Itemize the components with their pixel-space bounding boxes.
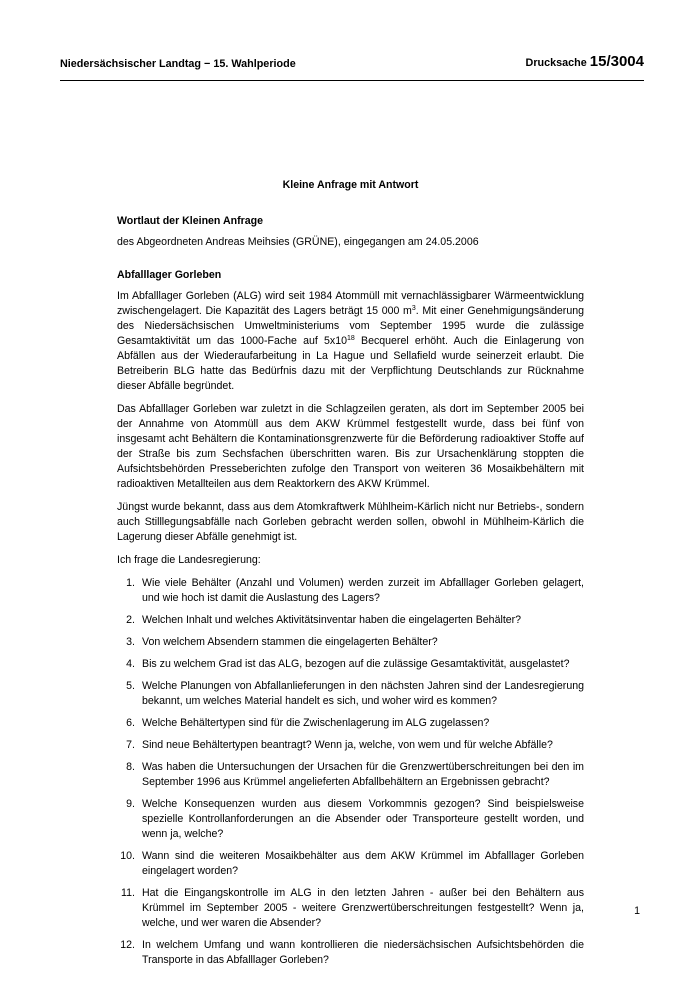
question-item: 10. Wann sind die weiteren Mosaikbehälter aus dem AKW Krümmel im Abfalllager Gorleben eingelagert worden? [120, 850, 584, 877]
header-parliament: Niedersächsischer Landtag − 15. Wahlperiode [60, 58, 296, 70]
question-item: 9. Welche Konsequenzen wurden aus diesem Vorkommnis gezogen? Sind beispielsweise spezielle Kontrollanforderungen an die Absender oder Transporteure gestellt worden, und wenn ja, welche? [126, 798, 584, 840]
paragraph-1: Im Abfalllager Gorleben (ALG) wird seit 1984 Atommüll mit vernachlässigbarer Wärmeentwicklung zwischengelagert. Die Kapazität des Lagers beträgt 15 000 $m^3$. Mit einer Genehmigungsänderung des Niedersächsischen Umweltministeriums vom September 1995 wurde die zulässige Gesamtaktivität um das 1000-Fache auf $5x10^{18}$ Becquerel erhöht. Auch die Einlagerung von Abfällen aus der Wiederaufarbeitung in La Hague und Sellafield wurde seinerzeit erlaubt. Die Betreiberin BLG hatte das Bedürfnis dazu mit der Verpflichtung Deutschlands zur Rücknahme dieser Abfälle begründet. [117, 290, 584, 392]
paragraph-2: Das Abfalllager Gorleben war zuletzt in die Schlagzeilen geraten, als dort im September 2005 bei der Annahme von Atommüll aus dem AKW Krümmel festgestellt wurde, dass bei fünf von insgesamt acht Behältern die Kontaminationsgrenzwerte für die Beförderung radioaktiver Stoffe auf der Straße bis zum Sechsfachen überschritten waren. Bis zur Ursachenklärung stoppten die Aufsichtsbehörden Presseberichten zufolge den Transport von weiteren 36 Mosaikbehältern mit radioaktiven Metallteilen aus dem Reaktorkern des AKW Krümmel. [117, 403, 584, 490]
question-item: 4. Bis zu welchem Grad ist das ALG, bezogen auf die zulässige Gesamtaktivität, ausgelastet? [126, 658, 570, 670]
paragraph-3: Jüngst wurde bekannt, dass aus dem Atomkraftwerk Mühlheim-Kärlich nicht nur Betriebs-, sondern auch Stilllegungsabfälle nach Gorleben gebracht werden sollen, obwohl in Mühlheim-Kärlich die Lagerung dieser Abfälle genehmigt ist. [117, 501, 584, 543]
question-list [117, 576, 584, 968]
question-item: 8. Was haben die Untersuchungen der Ursachen für die Grenzwertüberschreitungen bei den im September 1996 aus Krümmel angelieferten Abfallbehältern an Ergebnissen gebracht? [126, 761, 584, 788]
question-item: 3. Von welchem Absendern stammen die eingelagerten Behälter? [126, 636, 438, 648]
document-title: Kleine Anfrage mit Antwort [282, 179, 419, 191]
header-rule [60, 80, 644, 81]
question-item: 1. Wie viele Behälter (Anzahl und Volumen) werden zurzeit im Abfalllager Gorleben gelagert, und wie hoch ist damit die Auslastung des Lagers? [126, 577, 584, 604]
question-item: 2. Welchen Inhalt und welches Aktivitätsinventar haben die eingelagerten Behälter? [126, 614, 522, 626]
paragraph-4: Ich frage die Landesregierung: [117, 554, 261, 566]
question-item: 11. Hat die Eingangskontrolle im ALG in den letzten Jahren - außer bei den Behältern aus Krümmel im September 2005 - weitere Grenzwertüberschreitungen festgestellt? Wenn ja, welche, und wer waren die Absender? [121, 887, 584, 929]
page-number: 1 [634, 905, 640, 917]
page-header [60, 54, 644, 76]
header-number: 15/3004 [589, 53, 644, 70]
question-item: 5. Welche Planungen von Abfallanlieferungen in den nächsten Jahren sind der Landesregierung bekannt, um welches Material handelt es sich, und woher wird es kommen? [126, 680, 584, 707]
section-heading-abfalllager: Abfalllager Gorleben [117, 269, 222, 281]
section-heading-wortlaut: Wortlaut der Kleinen Anfrage [117, 215, 263, 227]
question-item: 12. In welchem Umfang und wann kontrollieren die niedersächsischen Aufsichtsbehörden die Transporte in das Abfalllager Gorleben? [120, 939, 584, 966]
question-item: 7. Sind neue Behältertypen beantragt? Wenn ja, welche, von wem und für welche Abfälle? [126, 739, 553, 751]
header-label: Drucksache [525, 57, 587, 69]
document-body [117, 178, 584, 975]
question-item: 6. Welche Behältertypen sind für die Zwischenlagerung im ALG zugelassen? [126, 717, 490, 729]
submission-line: des Abgeordneten Andreas Meihsies (GRÜNE), eingegangen am 24.05.2006 [117, 236, 479, 248]
header-document-number [526, 54, 644, 71]
